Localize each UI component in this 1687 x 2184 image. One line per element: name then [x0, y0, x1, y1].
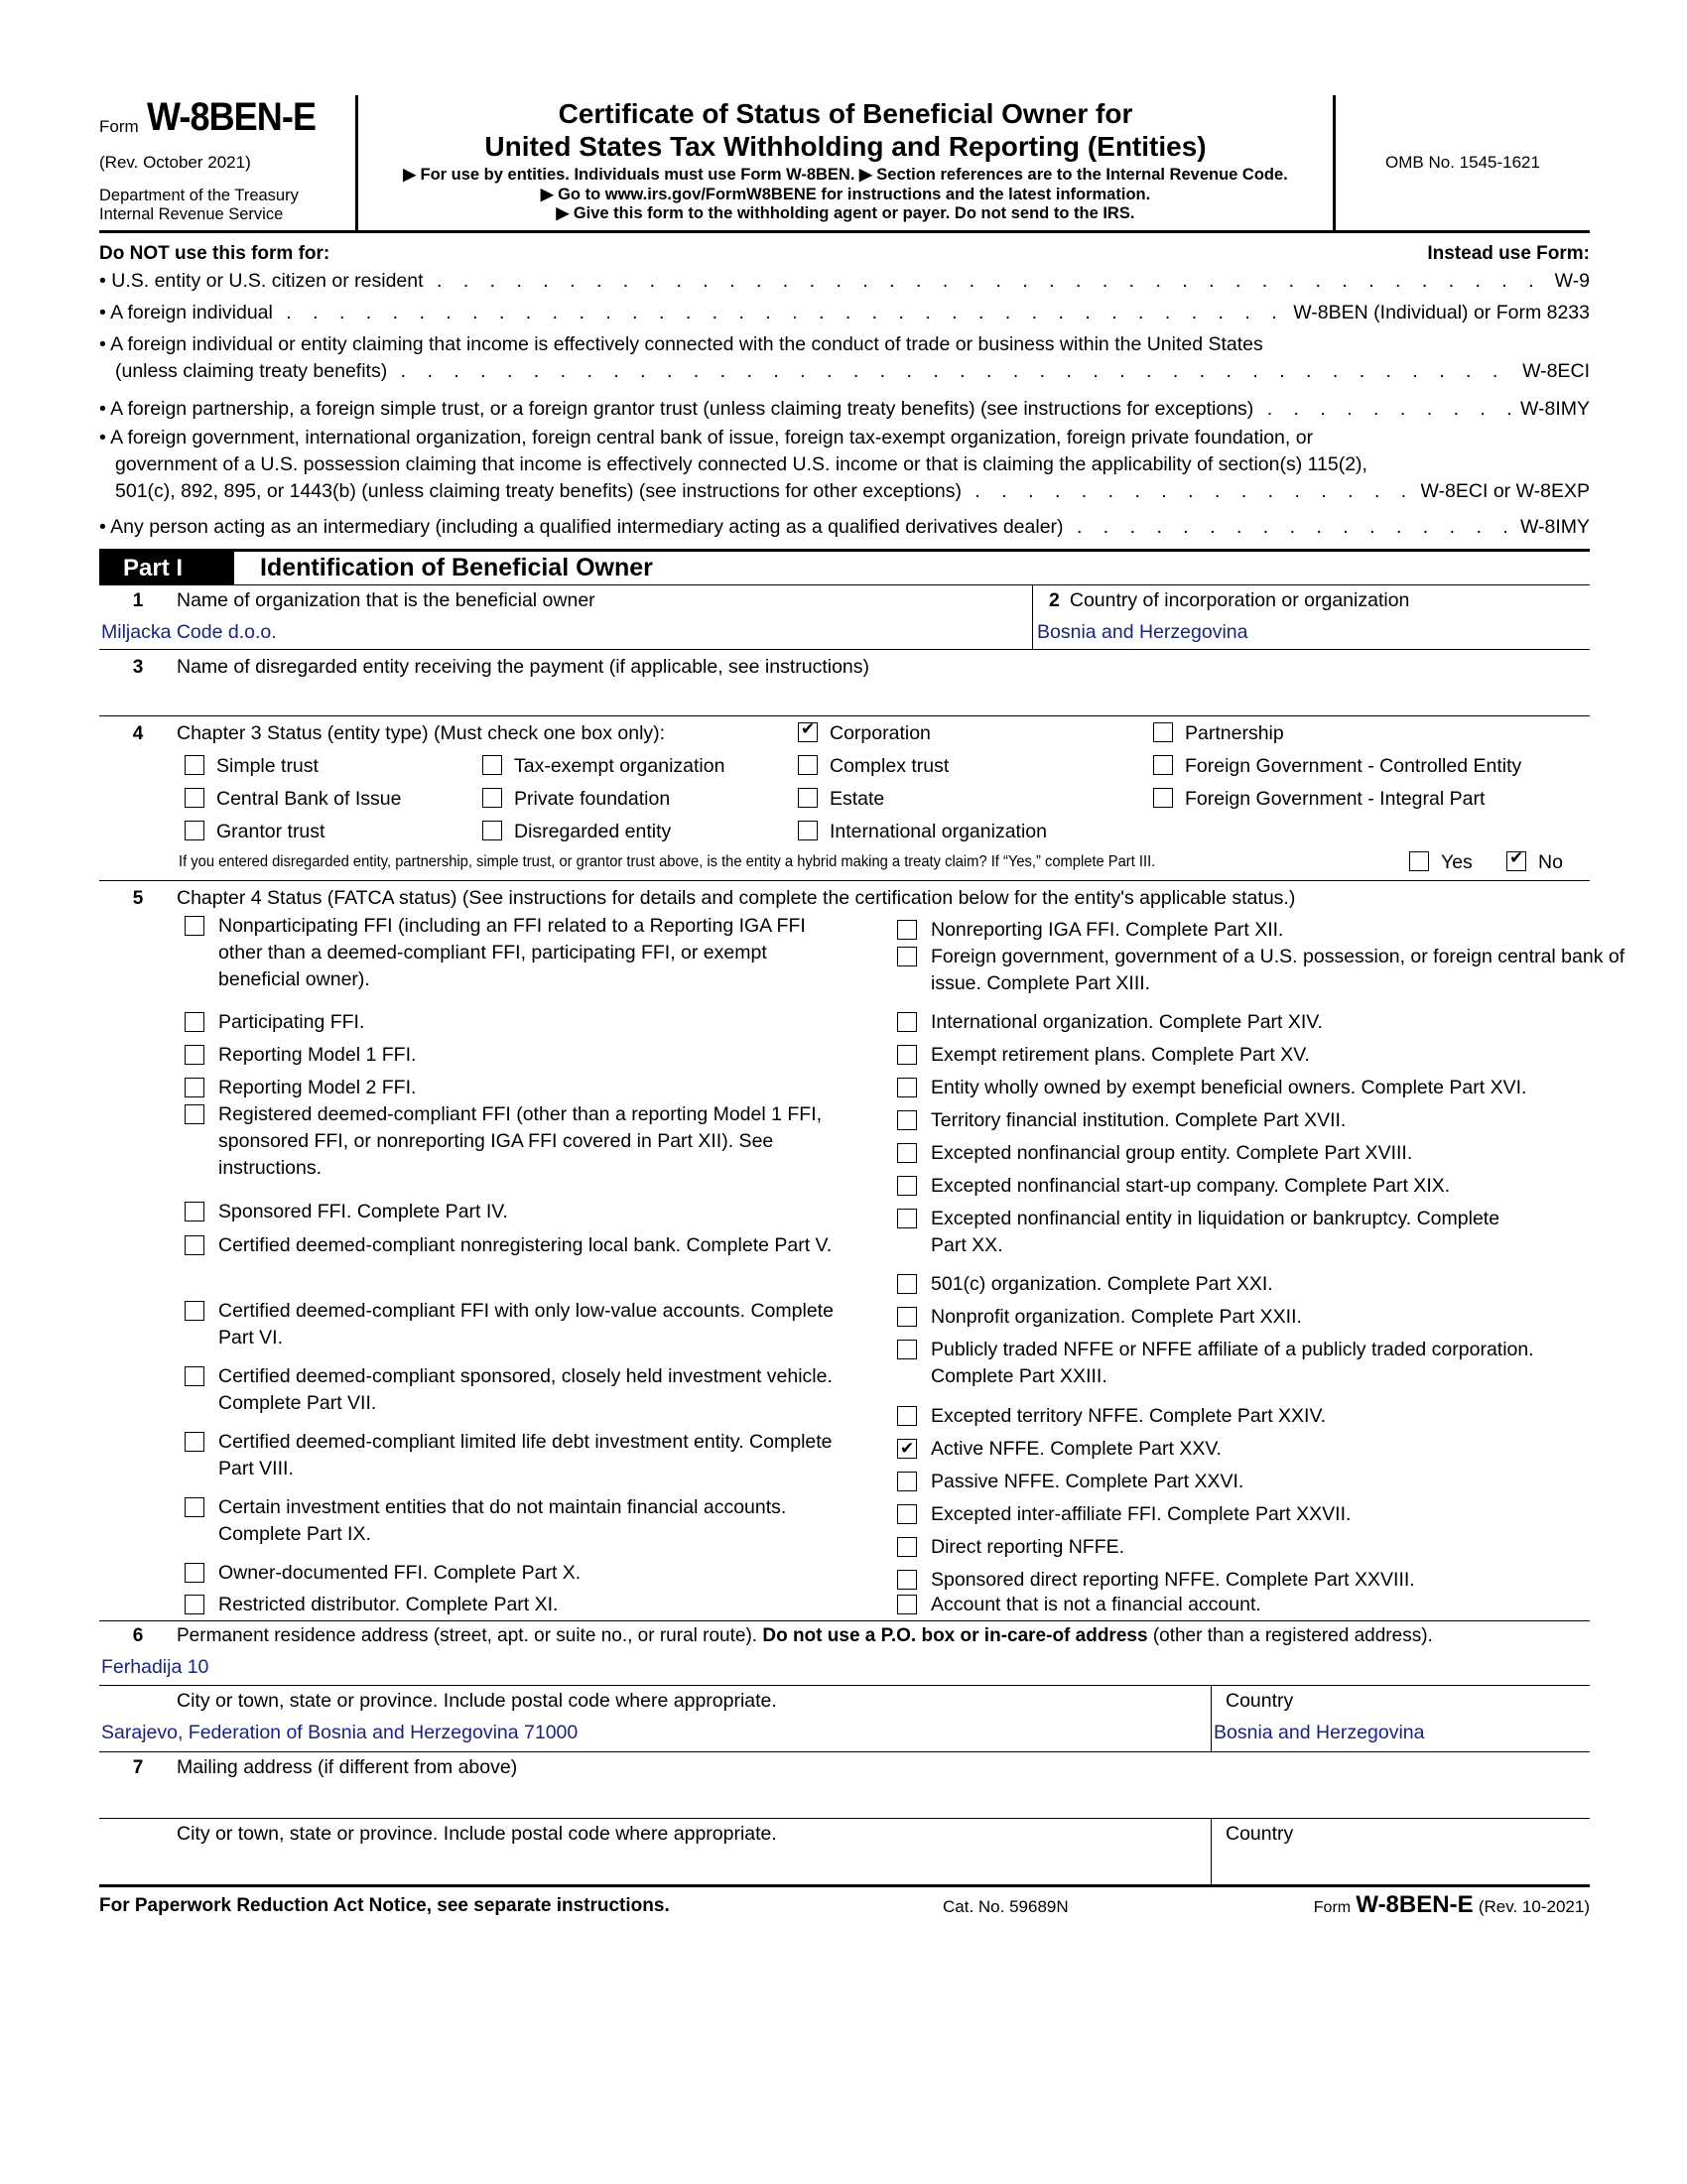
city-label: City or town, state or province. Include postal code where appropriate. [177, 1690, 777, 1712]
line-1-2: 1 Name of organization that is the beneficial owner Miljacka Code d.o.o. 2 Country of incorporation or organization Bosnia and Herzegovina [99, 585, 1590, 650]
checkbox[interactable] [798, 788, 818, 808]
ch4-publicly-traded[interactable]: Publicly traded NFFE or NFFE affiliate of a publicly traded corporation. Complete Part XXIII. [897, 1337, 1546, 1390]
org-name-field[interactable]: Miljacka Code d.o.o. [101, 621, 277, 643]
line-7-city [99, 1819, 1590, 1887]
ch4-not-financial-account[interactable]: Account that is not a financial account. [897, 1592, 1625, 1618]
ch4-participating-ffi[interactable]: Participating FFI. [185, 1009, 853, 1036]
form-page [99, 95, 1625, 1927]
ch3-estate[interactable]: Estate [798, 788, 884, 811]
form-header [99, 95, 1590, 233]
disregarded-entity-label: Name of disregarded entity receiving the payment (if applicable, see instructions) [177, 656, 870, 678]
ch4-active-nffe[interactable]: ✔ Active NFFE. Complete Part XXV. [897, 1436, 1625, 1463]
line-6-city [99, 1686, 1590, 1752]
checkbox[interactable] [185, 1432, 204, 1452]
checkbox[interactable] [1153, 755, 1173, 775]
checkbox[interactable] [482, 821, 502, 840]
checkbox[interactable] [185, 1078, 204, 1097]
checkbox[interactable] [897, 1595, 917, 1614]
checkbox[interactable] [185, 1012, 204, 1032]
do-not-use-heading: Do NOT use this form for: Instead use Form: [99, 243, 1590, 264]
checkbox[interactable] [185, 1104, 204, 1124]
line-6: 6 Permanent residence address (street, apt. or suite no., or rural route). Do not use a P.O. box or in-care-of address (other than a registered address). Ferhadija 10 [99, 1621, 1590, 1686]
paperwork-notice: For Paperwork Reduction Act Notice, see separate instructions. [99, 1895, 670, 1916]
checkbox-checked[interactable] [798, 722, 818, 742]
ch4-foreign-government[interactable]: Foreign government, government of a U.S. possession, or foreign central bank of issue. Complete Part XIII. [897, 944, 1625, 997]
ch4-sponsored-ffi[interactable]: Sponsored FFI. Complete Part IV. [185, 1199, 853, 1225]
list-item: • A foreign government, international organization, foreign central bank of issue, foreign tax-exempt organization, foreign private foundation, or [99, 427, 1314, 449]
ch4-restricted-distributor[interactable]: Restricted distributor. Complete Part XI. [185, 1592, 853, 1618]
form-title-line1: Certificate of Status of Beneficial Owner for [558, 98, 1133, 129]
form-revision: (Rev. October 2021) [99, 153, 251, 172]
ch4-wholly-owned[interactable]: Entity wholly owned by exempt beneficial owners. Complete Part XVI. [897, 1075, 1625, 1101]
hybrid-no[interactable]: ✔ No [1506, 851, 1563, 874]
hybrid-yes[interactable]: Yes [1409, 851, 1473, 874]
part-title: Identification of Beneficial Owner [260, 554, 653, 581]
checkbox[interactable] [897, 1012, 917, 1032]
line-5-chapter4: 5 Chapter 4 Status (FATCA status) (See instructions for details and complete the certification below for the entity's applicable status.) Nonparticipating FFI (including an FFI related to a Reporting IGA FFI other than a deemed-compliant FFI, participating FFI, or exempt beneficial owner). Participating FFI. Reporting Model 1 FFI. Reporting Model 2 FFI. Registered deemed-compliant FFI (other than a reporting Model 1 FFI, sponsored FFI, or nonreporting IGA FFI covered in Part XII). See instructions. Sponsored FFI. Complete Part IV. Certified deemed-compliant nonregistering local bank. Complete Part V. Certified deemed-compliant FFI with only low-value accounts. Complete Part VI. Certified deemed-compliant sponsored, closely held investment vehicle. Complete Part VII. Certified deemed-compliant limited life debt investment entity. Complete Part VIII. Certain investment entities that do not maintain financial accounts. Complete Part IX. Owner-documented FFI. Complete Part X. Restricted distributor. Complete Part XI. Nonreporting IGA FFI. Complete Part XII. Foreign government, government of a U.S. possession, or foreign central bank of issue. Complete Part XIII. International organization. Complete Part XIV. Exempt retirement plans. Complete Part XV. Entity wholly owned by exempt beneficial owners. Complete Part XVI. Territory financial institution. Complete Part XVII. Excepted nonfinancial group entity. Complete Part XVIII. Excepted nonfinancial start-up company. Complete Part XIX. Excepted nonfinancial entity in liquidation or bankruptcy. Complete Part XX. 501(c) organization. Complete Part XXI. Nonprofit organization. Complete Part XXII. Publicly traded NFFE or NFFE affiliate of a publicly traded corporation. Complete Part XXIII. Excepted territory NFFE. Complete Part XXIV. ✔ Active NFFE. Complete Part XXV. Passive NFFE. Complete Part XXVI. Excepted inter-affiliate FFI. Complete Part XXVII. Direct reporting NFFE. Sponsored direct reporting NFFE. Complete Part XXVIII. Account that is not a financial account. [99, 881, 1590, 1621]
part-tag: Part I [99, 552, 234, 584]
checkbox[interactable] [897, 1143, 917, 1163]
mailing-city-field[interactable] [101, 1855, 1193, 1880]
checkbox[interactable] [185, 916, 204, 936]
ch4-direct-reporting[interactable]: Direct reporting NFFE. [897, 1534, 1625, 1561]
ch3-central-bank[interactable]: Central Bank of Issue [185, 788, 401, 811]
ch3-intl-org[interactable]: International organization [798, 821, 1047, 843]
checkbox[interactable] [185, 1497, 204, 1517]
checkbox[interactable] [482, 755, 502, 775]
checkbox[interactable] [185, 1366, 204, 1386]
ch4-registered-deemed[interactable]: Registered deemed-compliant FFI (other than a reporting Model 1 FFI, sponsored FFI, or nonreporting IGA FFI covered in Part XII). See instructions. [185, 1101, 853, 1182]
ch3-simple-trust[interactable]: Simple trust [185, 755, 319, 778]
checkbox[interactable] [185, 1563, 204, 1583]
ch4-intl-org[interactable]: International organization. Complete Part XIV. [897, 1009, 1625, 1036]
ch3-corporation[interactable]: ✔ Corporation [798, 722, 931, 745]
ch3-disregarded[interactable]: Disregarded entity [482, 821, 671, 843]
checkbox[interactable] [185, 1202, 204, 1221]
mailing-address-label: Mailing address (if different from above) [177, 1756, 518, 1778]
ch3-fg-controlled[interactable]: Foreign Government - Controlled Entity [1153, 755, 1521, 778]
checkbox[interactable] [897, 1307, 917, 1327]
ch4-owner-documented[interactable]: Owner-documented FFI. Complete Part X. [185, 1560, 853, 1587]
checkbox-checked[interactable] [1506, 851, 1526, 871]
checkbox[interactable] [897, 1406, 917, 1426]
ch4-low-value[interactable]: Certified deemed-compliant FFI with only low-value accounts. Complete Part VI. [185, 1298, 853, 1351]
ch4-nonfinancial-group[interactable]: Excepted nonfinancial group entity. Complete Part XVIII. [897, 1140, 1625, 1167]
checkbox[interactable] [1409, 851, 1429, 871]
form-subtitle-2: ▶ Go to www.irs.gov/FormW8BENE for instructions and the latest information. [540, 185, 1151, 203]
country-label: Country [1226, 1690, 1294, 1712]
mailing-address-field[interactable] [101, 1788, 1491, 1814]
form-title-line2: United States Tax Withholding and Reporting (Entities) [484, 131, 1207, 162]
checkbox[interactable] [185, 1045, 204, 1065]
checkbox[interactable] [1153, 722, 1173, 742]
form-title-block [358, 95, 1336, 230]
residence-address-field[interactable]: Ferhadija 10 [101, 1656, 209, 1678]
checkbox[interactable] [1153, 788, 1173, 808]
cat-number: Cat. No. 59689N [943, 1897, 1069, 1916]
ch4-501c[interactable]: 501(c) organization. Complete Part XXI. [897, 1271, 1625, 1298]
ch3-partnership[interactable]: Partnership [1153, 722, 1284, 745]
ch4-sponsored-direct[interactable]: Sponsored direct reporting NFFE. Complete Part XXVIII. [897, 1567, 1625, 1594]
do-not-use-list [99, 268, 1590, 541]
ch3-grantor-trust[interactable]: Grantor trust [185, 821, 324, 843]
ch4-territory-fi[interactable]: Territory financial institution. Complete Part XVII. [897, 1107, 1625, 1134]
checkbox[interactable] [185, 788, 204, 808]
ch4-territory-nffe[interactable]: Excepted territory NFFE. Complete Part XXIV. [897, 1403, 1625, 1430]
checkbox[interactable] [185, 755, 204, 775]
list-item: • Any person acting as an intermediary (including a qualified intermediary acting as a qualified derivatives dealer) . . . W-8IMY [99, 514, 1590, 541]
checkbox[interactable] [798, 821, 818, 840]
country-incorp-field[interactable]: Bosnia and Herzegovina [1037, 621, 1248, 643]
mailing-country-label: Country [1226, 1823, 1294, 1845]
checkbox[interactable] [897, 1537, 917, 1557]
ch4-investment-entities[interactable]: Certain investment entities that do not maintain financial accounts. Complete Part IX. [185, 1494, 853, 1548]
checkbox[interactable] [897, 1340, 917, 1359]
ch3-complex-trust[interactable]: Complex trust [798, 755, 949, 778]
ch4-reporting-model-1[interactable]: Reporting Model 1 FFI. [185, 1042, 853, 1069]
ch3-private-foundation[interactable]: Private foundation [482, 788, 670, 811]
mailing-country-field[interactable] [1214, 1855, 1462, 1880]
org-name-label: Name of organization that is the beneficial owner [177, 589, 595, 611]
footer-form-id: Form W-8BEN-E (Rev. 10-2021) [1313, 1891, 1590, 1918]
list-item: • A foreign individual . . . W-8BEN (Individual) or Form 8233 [99, 300, 1590, 326]
part-1-header [99, 549, 1590, 585]
ch4-reporting-model-2[interactable]: Reporting Model 2 FFI. [185, 1075, 853, 1101]
ch4-nonreporting-iga[interactable]: Nonreporting IGA FFI. Complete Part XII. [897, 917, 1625, 944]
form-word: Form [99, 117, 139, 136]
list-item-cont: (unless claiming treaty benefits) . . . W-8ECI [99, 358, 1590, 385]
form-footer [99, 1887, 1590, 1927]
checkbox[interactable] [185, 821, 204, 840]
checkbox[interactable] [897, 920, 917, 940]
list-item-cont: government of a U.S. possession claiming that income is effectively connected U.S. income or that is claiming the applicability of section(s) 115(2), [115, 453, 1367, 475]
checkbox[interactable] [897, 1504, 917, 1524]
ch4-nonparticipating-ffi[interactable]: Nonparticipating FFI (including an FFI related to a Reporting IGA FFI other than a deemed-compliant FFI, participating FFI, or exempt beneficial owner). [185, 913, 853, 993]
list-item: • U.S. entity or U.S. citizen or resident . . . W-9 [99, 268, 1590, 295]
ch4-liquidation[interactable]: Excepted nonfinancial entity in liquidation or bankruptcy. Complete Part XX. [897, 1206, 1506, 1259]
checkbox[interactable] [897, 1274, 917, 1294]
ch4-passive-nffe[interactable]: Passive NFFE. Complete Part XXVI. [897, 1469, 1625, 1495]
mailing-city-label: City or town, state or province. Include postal code where appropriate. [177, 1823, 777, 1845]
department: Department of the Treasury Internal Revenue Service [99, 187, 299, 223]
ch4-startup[interactable]: Excepted nonfinancial start-up company. Complete Part XIX. [897, 1173, 1625, 1200]
ch4-nonprofit[interactable]: Nonprofit organization. Complete Part XXII. [897, 1304, 1625, 1331]
hybrid-question: If you entered disregarded entity, partnership, simple trust, or grantor trust above, is the entity a hybrid making a treaty claim? If “Yes,” complete Part III. [179, 853, 1156, 870]
checkbox[interactable] [897, 1078, 917, 1097]
checkbox[interactable] [798, 755, 818, 775]
ch4-local-bank[interactable]: Certified deemed-compliant nonregistering local bank. Complete Part V. [185, 1232, 853, 1259]
checkbox[interactable] [482, 788, 502, 808]
country-field[interactable]: Bosnia and Herzegovina [1214, 1722, 1425, 1743]
city-field[interactable]: Sarajevo, Federation of Bosnia and Herzegovina 71000 [101, 1722, 579, 1743]
form-name: W-8BEN-E [147, 95, 317, 139]
line-7: 7 Mailing address (if different from above) [99, 1752, 1590, 1819]
checkbox[interactable] [897, 1472, 917, 1491]
checkbox[interactable] [897, 1045, 917, 1065]
list-item: • A foreign partnership, a foreign simple trust, or a foreign grantor trust (unless claiming treaty benefits) (see instructions for exceptions) . . . W-8IMY [99, 396, 1590, 423]
line-3: 3 Name of disregarded entity receiving the payment (if applicable, see instructions) [99, 650, 1590, 716]
form-subtitle-1: ▶ For use by entities. Individuals must use Form W-8BEN. ▶ Section references are to the Internal Revenue Code. [403, 166, 1288, 184]
checkbox[interactable] [185, 1595, 204, 1614]
checkbox[interactable] [185, 1301, 204, 1321]
disregarded-entity-field[interactable] [101, 686, 1491, 711]
checkbox[interactable] [897, 947, 917, 966]
checkbox[interactable] [897, 1176, 917, 1196]
checkbox-checked[interactable] [897, 1439, 917, 1459]
ch4-inter-affiliate[interactable]: Excepted inter-affiliate FFI. Complete Part XXVII. [897, 1501, 1625, 1528]
checkbox[interactable] [897, 1209, 917, 1228]
checkbox[interactable] [897, 1110, 917, 1130]
ch4-closely-held[interactable]: Certified deemed-compliant sponsored, closely held investment vehicle. Complete Part VII. [185, 1363, 853, 1417]
ch3-fg-integral[interactable]: Foreign Government - Integral Part [1153, 788, 1485, 811]
form-subtitle-3: ▶ Give this form to the withholding agent or payer. Do not send to the IRS. [556, 204, 1135, 222]
ch4-exempt-retirement[interactable]: Exempt retirement plans. Complete Part XV. [897, 1042, 1625, 1069]
ch3-tax-exempt[interactable]: Tax-exempt organization [482, 755, 724, 778]
list-item-cont: 501(c), 892, 895, or 1443(b) (unless claiming treaty benefits) (see instructions for other exceptions) . . . W-8ECI or W-8EXP [99, 478, 1590, 505]
form-id-block [99, 95, 358, 230]
ch4-limited-life[interactable]: Certified deemed-compliant limited life debt investment entity. Complete Part VIII. [185, 1429, 853, 1482]
country-incorp-label: Country of incorporation or organization [1069, 589, 1410, 611]
checkbox[interactable] [185, 1235, 204, 1255]
checkbox[interactable] [897, 1570, 917, 1590]
omb-number: OMB No. 1545-1621 [1385, 153, 1540, 172]
list-item: • A foreign individual or entity claiming that income is effectively connected with the conduct of trade or business within the United States [99, 333, 1263, 355]
line-4-chapter3: 4 Chapter 3 Status (entity type) (Must check one box only): ✔ Corporation Partnership Simple trust Tax-exempt organization Complex trust Foreign Government - Controlled Entity Central Bank of Issue Private foundation Estate Foreign Government - Integral Part Grantor trust Disregarded entity International organization If you entered disregarded entity, partnership, simple trust, or grantor trust above, is the entity a hybrid making a treaty claim? If “Yes,” complete Part III. Yes ✔ No [99, 716, 1590, 881]
